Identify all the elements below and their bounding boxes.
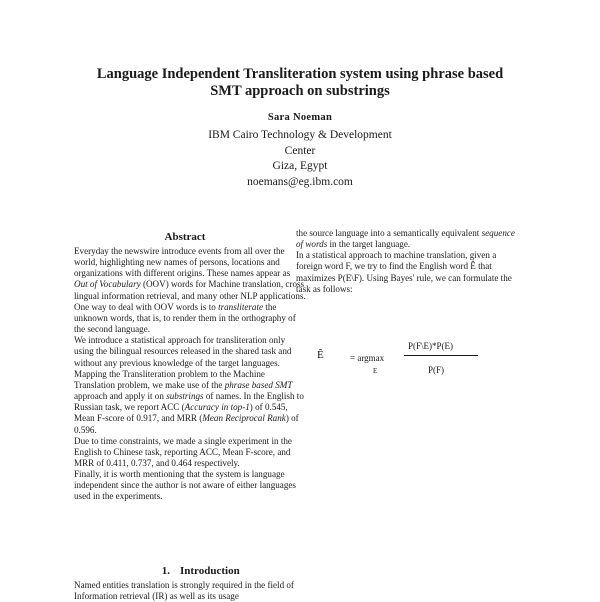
introduction-heading <box>74 565 306 577</box>
abstract-paragraph-4: Finally, it is worth mentioning that the system is language independent since the author is not aware of either languages used in the experiments. <box>74 469 296 502</box>
right-column-top <box>296 228 522 295</box>
section-title: Introduction <box>180 565 240 577</box>
affiliation-line-3: Giza, Egypt <box>272 160 328 172</box>
affiliation-line-2: Center <box>284 144 316 157</box>
abstract-body <box>74 246 306 503</box>
author-name: Sara Noeman <box>267 112 333 123</box>
abstract-paragraph-2: We introduce a statistical approach for transliteration only using the bilingual resources released in the shared task and without any previous knowledge of the target languages. Mapping the Transliteration problem to the Machine Translation problem, we make use of the phrase based SMT approach and apply it on substrings of names. In the English to Russian task, we report ACC (Accuracy in top-1) of 0.545, Mean F-score of 0.917, and MRR (Mean Reciprocal Rank) of 0.596. <box>74 335 304 435</box>
affiliation-line-1: IBM Cairo Technology & Development <box>208 129 392 141</box>
right-paragraph-2: In a statistical approach to machine translation, given a foreign word F, we try to find the English word Ê that maximizes P(E\F). Using Bayes' rule, we can formulate the task as follows: <box>296 250 512 294</box>
right-paragraph-1: the source language into a semantically equivalent sequence of words in the target language. <box>296 228 515 250</box>
paper-title <box>60 66 540 100</box>
eq-argmax-1: = argmax <box>350 353 385 363</box>
author-email: noemans@eg.ibm.com <box>247 175 353 188</box>
eq-sub-1: E <box>373 367 378 375</box>
abstract-paragraph-1: Everyday the newswire introduce events from all over the world, highlighting new names of persons, locations and organizations with different origins. These names appear as Out of Vocabulary (OOV) words for Machine translation, cross lingual information retrieval, and many other NLP applications. One way to deal with OOV words is to transliterate the unknown words, that is, to render them in the orthography of the second language. <box>74 246 306 335</box>
eq-fraction-bar <box>404 355 478 356</box>
eq-numerator: P(F\E)*P(E) <box>408 341 453 351</box>
abstract-paragraph-3: Due to time constraints, we made a single experiment in the English to Chinese task, reporting ACC, Mean F-score, and MRR of 0.411, 0.737, and 0.464 respectively. <box>74 435 292 468</box>
affiliation <box>0 128 600 190</box>
title-line-1: Language Independent Transliteration system using phrase based <box>96 66 504 82</box>
section-number: 1. <box>161 565 170 577</box>
title-line-2: SMT approach on substrings <box>210 83 390 99</box>
introduction-text: Named entities translation is strongly required in the field of Information retrieval (IR) as well as its usage <box>74 580 294 602</box>
eq-denominator: P(F) <box>428 365 445 375</box>
eq-lhs: Ê <box>317 349 324 361</box>
abstract-heading: Abstract <box>164 231 206 243</box>
